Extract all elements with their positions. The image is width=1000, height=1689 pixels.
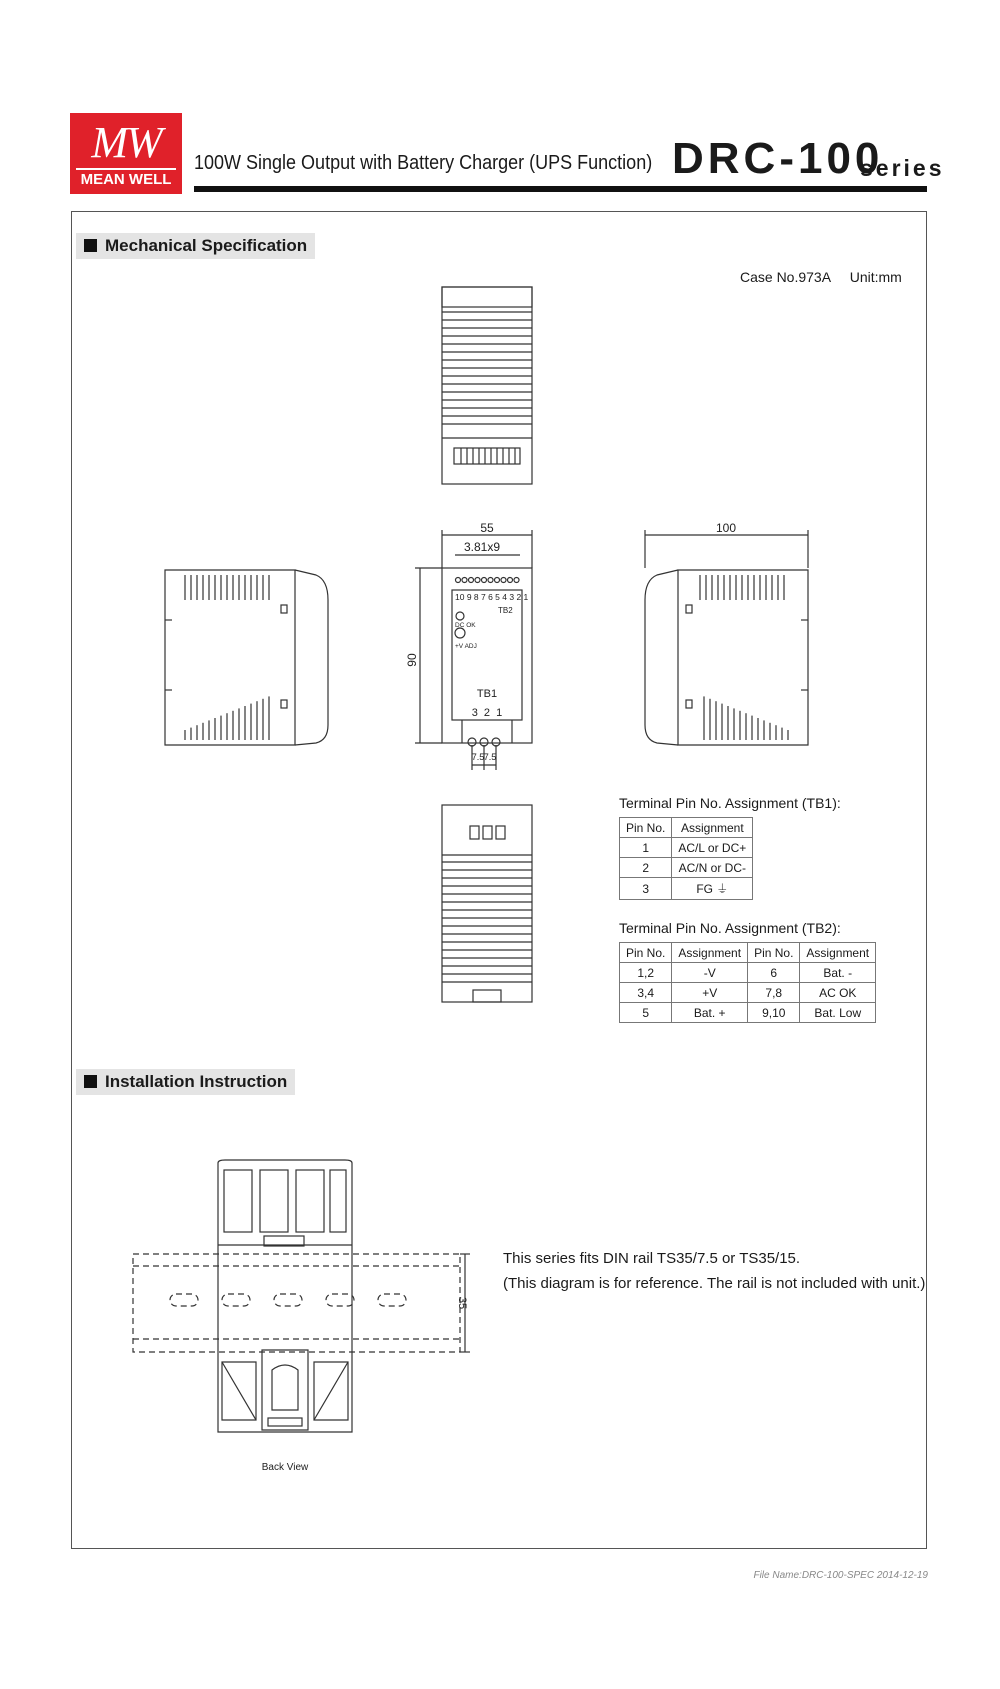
right-side-view: [645, 530, 808, 745]
table-row: 3 FG ⏚: [620, 878, 753, 900]
tb1-numbers: 3 2 1: [471, 707, 503, 719]
model-name: DRC-100: [672, 134, 884, 183]
section-installation-title: Installation Instruction: [76, 1069, 295, 1095]
tb2-title: Terminal Pin No. Assignment (TB2):: [619, 920, 841, 936]
dim-pitch: 3.81x9: [463, 540, 501, 554]
dim-height: 90: [405, 653, 419, 667]
case-info: Case No.973A Unit:mm: [740, 269, 902, 285]
rail-dim: 35: [456, 1296, 468, 1310]
tb2-numbers: 10 9 8 7 6 5 4 3 2 1: [455, 592, 529, 602]
table-row: 2 AC/N or DC-: [620, 858, 753, 878]
tb2-label: TB2: [498, 606, 513, 615]
vadj-label: +V ADJ: [455, 643, 477, 650]
dc-ok-label: DC OK: [455, 622, 476, 629]
table-header-row: Pin No. Assignment: [620, 818, 753, 838]
pitch-right: 7.5: [483, 752, 497, 762]
dim-width: 55: [480, 521, 494, 535]
bottom-view-drawing: [442, 805, 532, 1002]
table-row: 1 AC/L or DC+: [620, 838, 753, 858]
table-header-row: Pin No. Assignment Pin No. Assignment: [620, 943, 876, 963]
din-rail-drawing: [133, 1160, 470, 1432]
din-rail-disclaimer: (This diagram is for reference. The rail is not included with unit.): [503, 1275, 926, 1292]
table-row: 5 Bat. + 9,10 Bat. Low: [620, 1003, 876, 1023]
back-view-label: Back View: [261, 1462, 309, 1473]
product-subtitle: 100W Single Output with Battery Charger (UPS Function): [194, 152, 653, 174]
tb2-table: [619, 942, 876, 1023]
left-side-view: [165, 570, 328, 745]
tb1-label: TB1: [476, 688, 498, 700]
logo-text: MEAN WELL: [76, 168, 176, 188]
front-view-drawing: [415, 530, 532, 770]
table-row: 1,2 -V 6 Bat. -: [620, 963, 876, 983]
top-view-drawing: [442, 287, 532, 484]
table-row: 3,4 +V 7,8 AC OK: [620, 983, 876, 1003]
series-label: series: [860, 155, 945, 181]
tb1-title: Terminal Pin No. Assignment (TB1):: [619, 795, 841, 811]
pitch-left: 7.5: [471, 752, 485, 762]
din-rail-note: This series fits DIN rail TS35/7.5 or TS35/15.: [503, 1250, 801, 1267]
mean-well-logo: MW MEAN WELL: [70, 113, 182, 194]
tb1-table: [619, 817, 753, 900]
file-name-footer: File Name:DRC-100-SPEC 2014-12-19: [753, 1570, 928, 1581]
section-mechanical-title: Mechanical Specification: [76, 233, 315, 259]
dim-depth: 100: [715, 521, 737, 535]
